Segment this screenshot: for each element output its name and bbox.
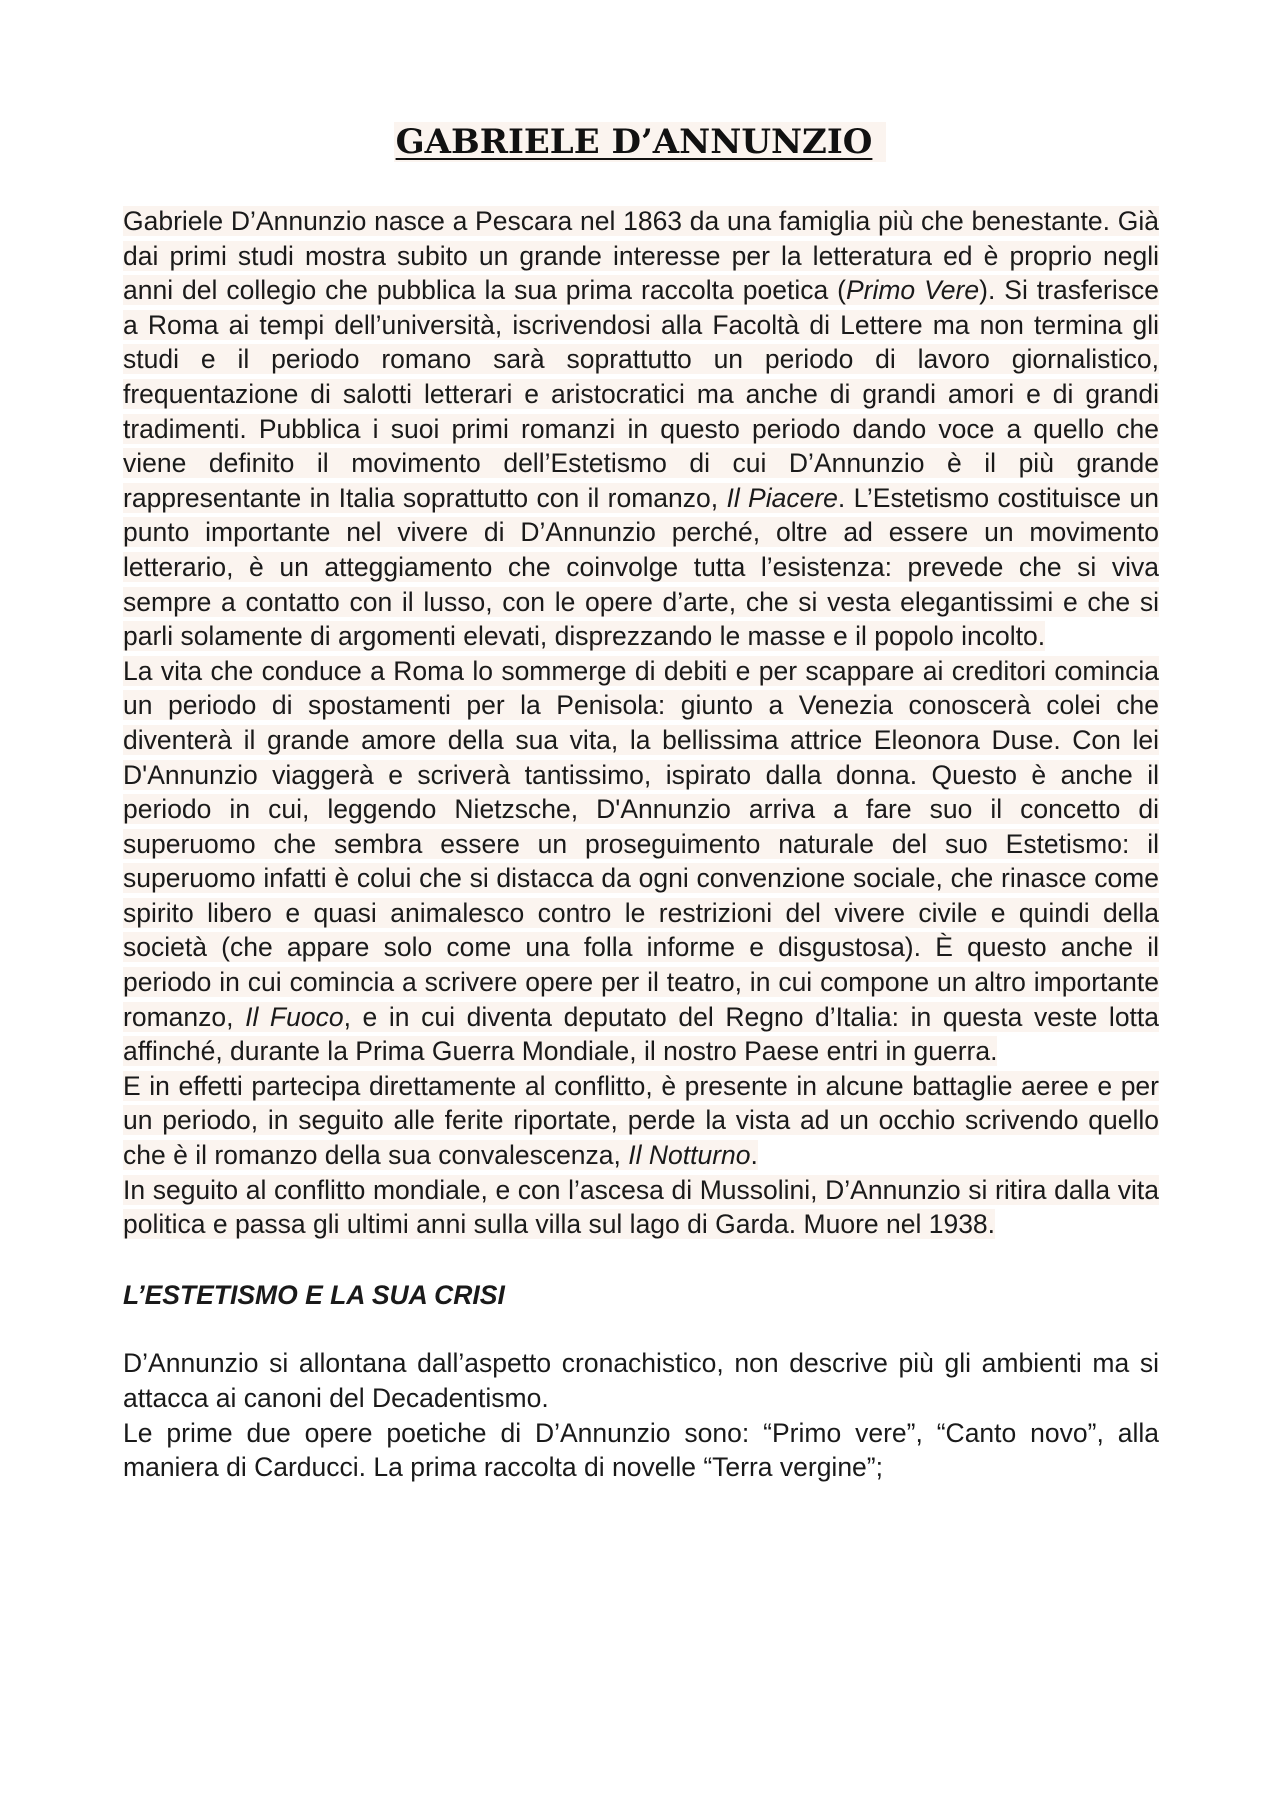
text-run: , e in cui diventa deputato del Regno d’Italia: in questa veste lotta affinché, durante la Prima Guerra Mondiale, il nostro Paese entri in guerra.	[123, 1001, 1160, 1067]
section-paragraph: D’Annunzio si allontana dall’aspetto cronachistico, non descrive più gli ambienti ma si attacca ai canoni del Decadentismo.	[123, 1348, 1159, 1413]
paragraph-biography-venice	[123, 654, 1159, 1069]
paragraph-biography-early	[123, 204, 1159, 654]
text-run: .	[750, 1140, 758, 1171]
section-paragraph: Le prime due opere poetiche di D’Annunzio sono: “Primo vere”, “Canto novo”, alla maniera di Carducci. La prima raccolta di novelle “Terra vergine”;	[123, 1417, 1159, 1483]
document-body	[123, 204, 1159, 1485]
paragraph-biography-war	[123, 1069, 1159, 1173]
italic-work-title: Primo Vere	[845, 275, 980, 306]
text-run: La vita che conduce a Roma lo sommerge di debiti e per scappare ai creditori comincia un periodo di spostamenti per la Penisola: giunto a Venezia conoscerà colei che diventerà il grande amore della sua vita, la bellissima attrice Eleonora Duse. Con lei D'Annunzio viaggerà e scriverà tantissimo, ispirato dalla donna. Questo è anche il periodo in cui, leggendo Nietzsche, D'Annunzio arriva a fare suo il concetto di superuomo che sembra essere un proseguimento naturale del suo Estetismo: il superuomo infatti è colui che si distacca da ogni convenzione sociale, che rinasce come spirito libero e quasi animalesco contro le restrizioni del vivere civile e quindi della società (che appare solo come una folla informe e disgustosa). È questo anche il periodo in cui comincia a scrivere opere per il teatro, in cui compone un altro importante romanzo,	[123, 655, 1159, 1032]
text-run: ). Si trasferisce a Roma ai tempi dell’università, iscrivendosi alla Facoltà di Lettere ma non termina gli studi e il periodo romano sarà soprattutto un periodo di lavoro giornalistico, frequentazione di salotti letterari e aristocratici ma anche di grandi amori e di grandi tradimenti. Pubblica i suoi primi romanzi in questo periodo dando voce a quello che viene definito il movimento dell’Estetismo di cui D’Annunzio è il più grande rappresentante in Italia soprattutto con il romanzo,	[123, 275, 1160, 513]
page-title	[0, 122, 1280, 162]
text-run: E in effetti partecipa direttamente al conflitto, è presente in alcune battaglie aeree e per un periodo, in seguito alle ferite riportate, perde la vista ad un occhio scrivendo quello che è il romanzo della sua convalescenza,	[123, 1070, 1159, 1171]
italic-work-title: Il Piacere	[726, 482, 838, 513]
italic-work-title: Il Fuoco	[245, 1001, 344, 1032]
text-run: . L’Estetismo costituisce un punto importante nel vivere di D’Annunzio perché, oltre ad essere un movimento letterario, è un atteggiamento che coinvolge tutta l’esistenza: prevede che si viva sempre a contatto con il lusso, con le opere d’arte, che si vesta elegantissimi e che si parli solamente di argomenti elevati, disprezzando le masse e il popolo incolto.	[123, 482, 1159, 652]
page-title-text: GABRIELE D’ANNUNZIO	[394, 122, 887, 162]
text-run: Gabriele D’Annunzio nasce a Pescara nel 1863 da una famiglia più che benestante. Già dai primi studi mostra subito un grande interesse per la letteratura ed è proprio negli anni del collegio che pubblica la sua prima raccolta poetica (	[123, 206, 1159, 306]
text-run: In seguito al conflitto mondiale, e con l’ascesa di Mussolini, D’Annunzio si ritira dalla vita politica e passa gli ultimi anni sulla villa sul lago di Garda. Muore nel 1938.	[123, 1174, 1159, 1240]
paragraph-biography-late	[123, 1173, 1159, 1242]
italic-work-title: Il Notturno	[628, 1140, 751, 1171]
section-heading: L’ESTETISMO E LA SUA CRISI	[123, 1279, 505, 1310]
